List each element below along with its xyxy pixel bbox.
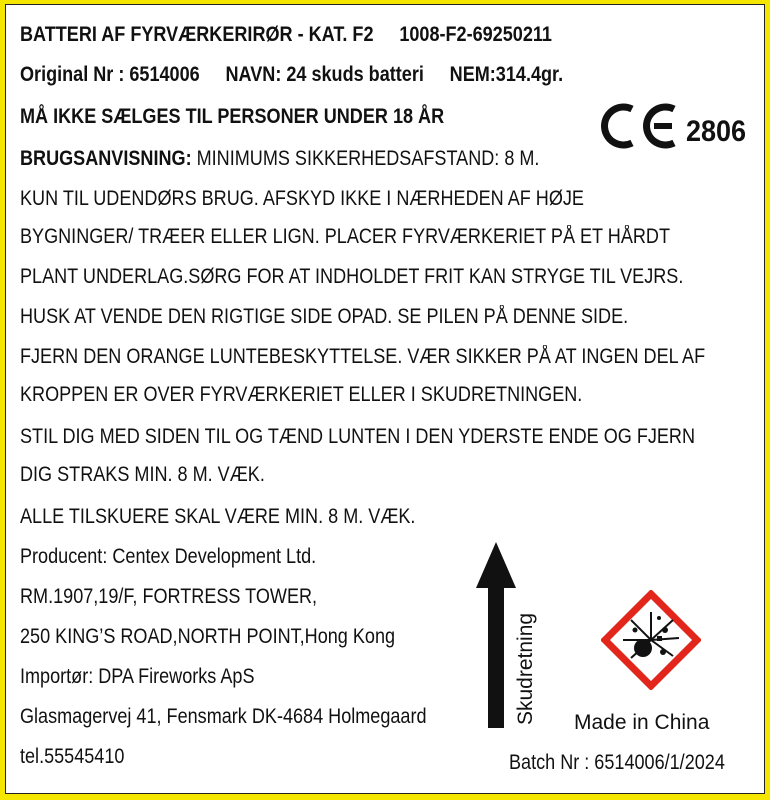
producer-address-line: 250 KING’S ROAD,NORTH POINT,Hong Kong	[20, 625, 396, 648]
instruction-line: FJERN DEN ORANGE LUNTEBESKYTTELSE. VÆR SIKKER PÅ AT INGEN DEL AF	[20, 345, 706, 368]
arrow-up-icon	[476, 542, 516, 728]
ce-mark	[596, 103, 753, 149]
instruction-line: ALLE TILSKUERE SKAL VÆRE MIN. 8 M. VÆK.	[20, 505, 416, 528]
original-number: Original Nr : 6514006	[20, 63, 200, 86]
made-in-label: Made in China	[574, 711, 710, 734]
importer-address-line: Glasmagervej 41, Fensmark DK-4684 Holmegaard	[20, 705, 427, 728]
explosive-pictogram-icon	[601, 590, 701, 690]
importer-line: Importør: DPA Fireworks ApS	[20, 665, 255, 688]
product-name: NAVN: 24 skuds batteri	[225, 63, 424, 86]
instruction-line: STIL DIG MED SIDEN TIL OG TÆND LUNTEN I DEN YDERSTE ENDE OG FJERN	[20, 425, 696, 448]
instruction-line: PLANT UNDERLAG.SØRG FOR AT INDHOLDET FRIT KAN STRYGE TIL VEJRS.	[20, 265, 684, 288]
batch-number: Batch Nr : 6514006/1/2024	[509, 751, 725, 774]
instructions-first-line	[20, 147, 539, 171]
title-line	[20, 23, 552, 47]
product-code: 1008-F2-69250211	[399, 23, 552, 46]
producer-line: Producent: Centex Development Ltd.	[20, 545, 317, 568]
instructions-label: BRUGSANVISNING:	[20, 147, 192, 170]
instruction-line: HUSK AT VENDE DEN RIGTIGE SIDE OPAD. SE PILEN PÅ DENNE SIDE.	[20, 305, 629, 328]
product-title: BATTERI AF FYRVÆRKERIRØR - KAT. F2	[20, 23, 374, 46]
instruction-line: BYGNINGER/ TRÆER ELLER LIGN. PLACER FYRVÆRKERIET PÅ ET HÅRDT	[20, 225, 670, 248]
instruction-line: DIG STRAKS MIN. 8 M. VÆK.	[20, 463, 265, 486]
safety-distance: MINIMUMS SIKKERHEDSAFSTAND: 8 M.	[196, 147, 540, 170]
producer-address-line: RM.1907,19/F, FORTRESS TOWER,	[20, 585, 318, 608]
ce-logo-icon	[596, 103, 680, 149]
product-label	[5, 4, 765, 794]
nem-weight: NEM:314.4gr.	[449, 63, 564, 86]
age-warning: MÅ IKKE SÆLGES TIL PERSONER UNDER 18 ÅR	[20, 105, 445, 128]
phone-line: tel.55545410	[20, 745, 125, 768]
info-line	[20, 63, 563, 87]
notified-body-number: 2806	[686, 115, 747, 148]
instruction-line: KROPPEN ER OVER FYRVÆRKERIET ELLER I SKUDRETNINGEN.	[20, 383, 583, 406]
instruction-line: KUN TIL UDENDØRS BRUG. AFSKYD IKKE I NÆRHEDEN AF HØJE	[20, 187, 584, 210]
direction-label: Skudretning	[514, 612, 537, 725]
